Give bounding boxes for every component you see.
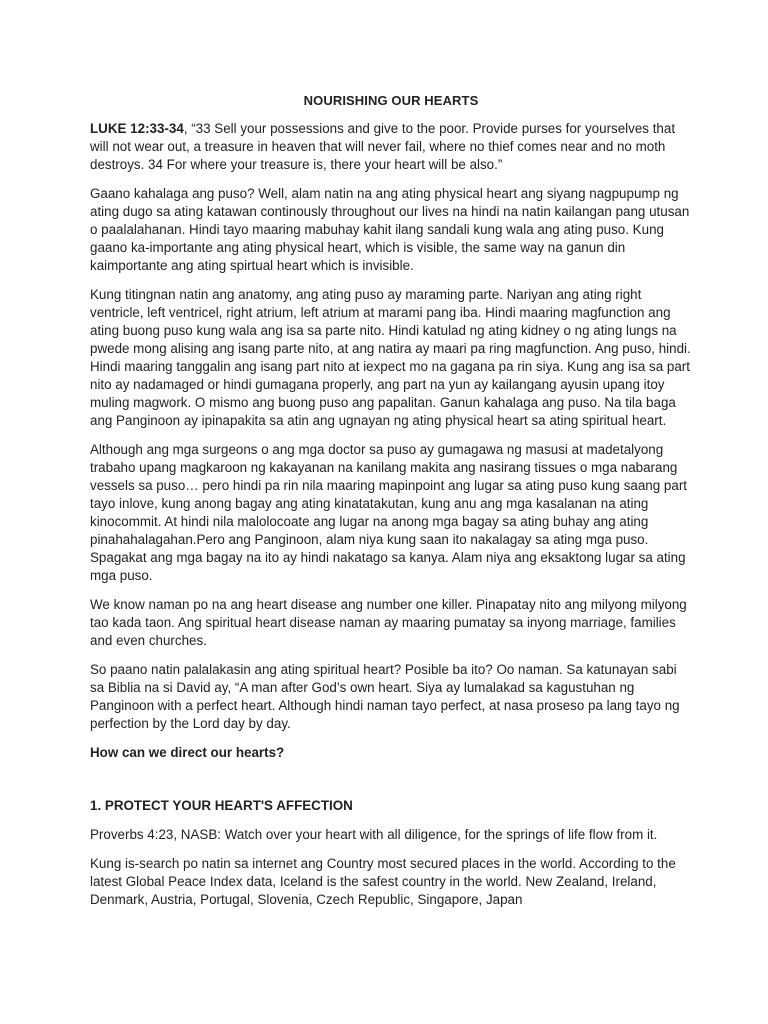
section-paragraph: Kung is-search po natin sa internet ang Country most secured places in the world. According to the latest Global Peace Index data, Iceland is the safest country in the world. New Zealand, Ireland, Denmark, Austria, Portugal, Slovenia, Czech Republic, Singapore, Japan bbox=[90, 856, 676, 907]
body-paragraph-3: Although ang mga surgeons o ang mga doctor sa puso ay gumagawa ng masusi at madetalyong trabaho upang magkaroon ng kakayanan na kanilang makita ang nasirang tissues o mga nabarang vessels sa puso… pero hindi pa rin nila maaring mapinpoint ang lugar sa ating puso kung saang part tayo inlove, kung anong bagay ang ating kinatatakutan, kung anu ang mga kasalanan na ating kinocommit. At hindi nila malolocoate ang lugar na anong mga bagay sa ating buhay ang ating pinahahalagahan.Pero ang Panginoon, alam niya kung saan ito nakalagay sa ating mga puso. Spagakat ang mga bagay na ito ay hindi nakatago sa kanya. Alam niya ang eksaktong lugar sa ating mga puso. bbox=[90, 442, 687, 583]
body-paragraph-5: So paano natin palalakasin ang ating spiritual heart? Posible ba ito? Oo naman. Sa katunayan sabi sa Biblia na si David ay, “A man after God’s own heart. Siya ay lumalakad sa kagustuhan ng Panginoon with a perfect heart. Although hindi naman tayo perfect, at nasa proseso pa lang tayo ng perfection by the Lord day by day. bbox=[90, 662, 680, 731]
body-paragraph-1: Gaano kahalaga ang puso? Well, alam natin na ang ating physical heart ang siyang nagpupump ng ating dugo sa ating katawan continously throughout our lives na hindi na natin kailangan pang utusan o paalalahanan. Hindi tayo maaring mabuhay kahit ilang sandali kung wala ang ating puso. Kung gaano ka-importante ang ating physical heart, which is visible, the same way na ganun din kaimportante ang ating spirtual heart which is invisible. bbox=[90, 186, 690, 273]
body-paragraph-4: We know naman po na ang heart disease ang number one killer. Pinapatay nito ang milyong milyong tao kada taon. Ang spiritual heart disease naman ay maaring pumatay sa inyong marriage, families and even churches. bbox=[90, 597, 687, 648]
verse-paragraph bbox=[90, 120, 692, 174]
document-title: NOURISHING OUR HEARTS bbox=[303, 93, 479, 108]
verse-text: , “33 Sell your possessions and give to the poor. Provide purses for yourselves that will not wear out, a treasure in heaven that will never fail, where no thief comes near and no moth destroys. 34 For where your treasure is, there your heart will be also.” bbox=[90, 121, 676, 172]
section-heading: 1. PROTECT YOUR HEART'S AFFECTION bbox=[90, 798, 353, 813]
document-page bbox=[90, 92, 692, 920]
verse-reference: LUKE 12:33-34 bbox=[90, 121, 184, 136]
question-heading: How can we direct our hearts? bbox=[90, 745, 285, 760]
section-verse: Proverbs 4:23, NASB: Watch over your heart with all diligence, for the springs of life flow from it. bbox=[90, 827, 658, 842]
spacer bbox=[90, 773, 692, 797]
body-paragraph-2: Kung titingnan natin ang anatomy, ang ating puso ay maraming parte. Nariyan ang ating right ventricle, left ventricel, right atrium, left atrium at marami pang iba. Hindi maaring magfunction ang ating buong puso kung wala ang isa sa parte nito. Hindi katulad ng ating kidney o ng ating lungs na pwede mong alising ang isang parte nito, at ang natira ay maari pa ring magfunction. Ang puso, hindi. Hindi maaring tanggalin ang isang part nito at iexpect mo na gagana pa rin siya. Kung ang isa sa part nito ay nadamaged or hindi gumagana properly, ang part na yun ay kailangang ayusin upang itoy muling magwork. O mismo ang buong puso ang papalitan. Ganun kahalaga ang puso. Na tila baga ang Panginoon ay ipinapakita sa atin ang ugnayan ng ating physical heart sa ating spiritual heart. bbox=[90, 287, 691, 428]
